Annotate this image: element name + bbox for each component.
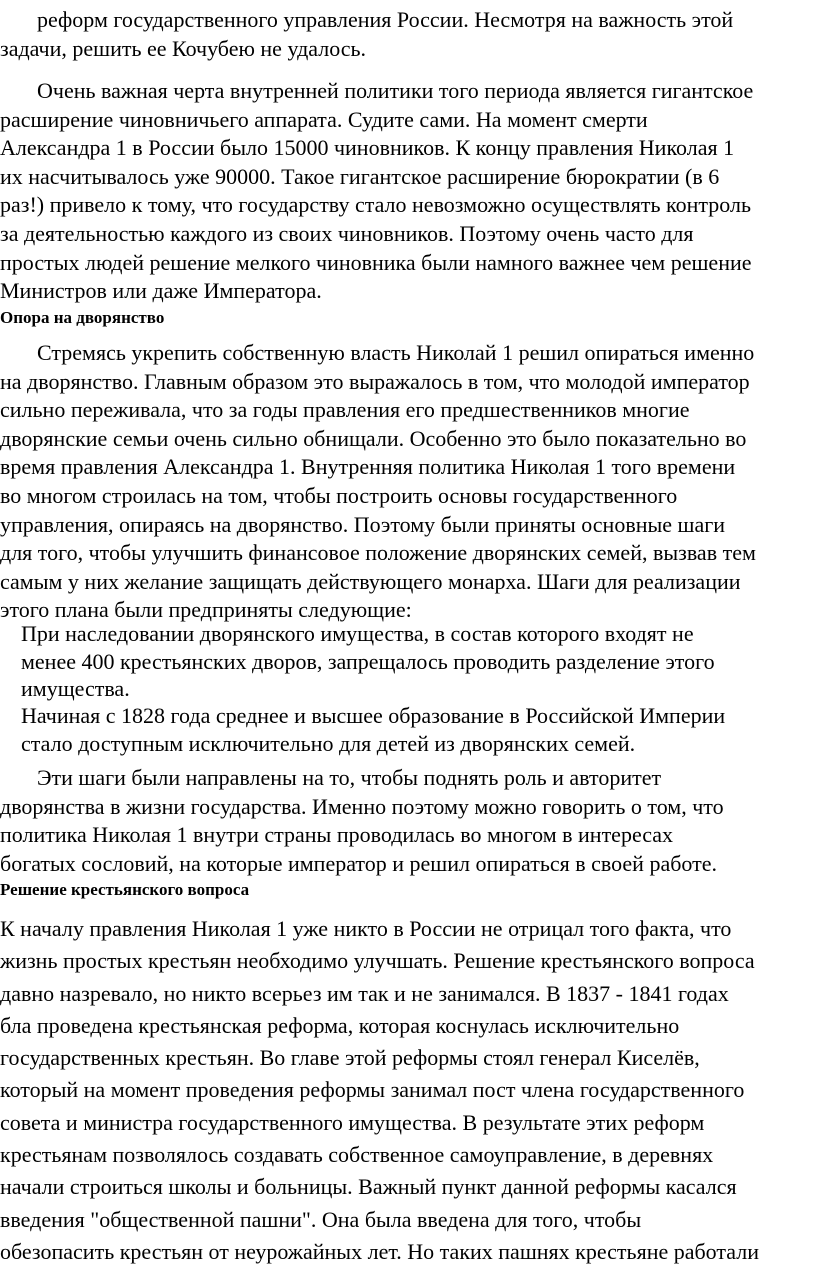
section-heading: Опора на дворянство: [0, 308, 165, 327]
text-line: за деятельностью каждого из своих чиновников. Поэтому очень часто для: [0, 220, 694, 246]
text-line: давно назревало, но никто всерьез им так и не занимался. В 1837 - 1841 годах: [0, 980, 729, 1006]
text-line: их насчитывалось уже 90000. Такое гигантское расширение бюрократии (в 6: [0, 163, 720, 189]
text-line: расширение чиновничьего аппарата. Судите сами. На момент смерти: [0, 106, 648, 132]
text-line: на дворянство. Главным образом это выражалось в том, что молодой император: [0, 368, 750, 394]
text-line: сильно переживала, что за годы правления его предшественников многие: [0, 397, 690, 423]
text-line: Александра 1 в России было 15000 чиновников. К концу правления Николая 1: [0, 135, 735, 161]
text-line: государственных крестьян. Во главе этой реформы стоял генерал Киселёв,: [0, 1045, 700, 1071]
list-item: [21, 702, 725, 757]
text-line: Стремясь укрепить собственную власть Николай 1 решил опираться именно: [37, 340, 755, 365]
text-line: введения "общественной пашни". Она была введена для того, чтобы: [0, 1206, 642, 1232]
paragraph-3: [0, 339, 816, 625]
text-line: имущества.: [21, 676, 130, 701]
text-line: совета и министра государственного имущества. В результате этих реформ: [0, 1109, 705, 1135]
text-line: богатых сословий, на которые император и решил опираться в своей работе.: [0, 850, 717, 876]
text-line: самым у них желание защищать действующего монарха. Шаги для реализации: [0, 568, 741, 594]
text-line: Очень важная черта внутренней политики того периода является гигантское: [37, 78, 754, 103]
text-line: задачи, решить ее Кочубею не удалось.: [0, 35, 367, 61]
text-line: К началу правления Николая 1 уже никто в России не отрицал того факта, что: [0, 916, 732, 941]
text-line: Начиная с 1828 года среднее и высшее образование в Российской Империи: [21, 703, 726, 728]
list-item: [21, 620, 715, 703]
text-line: Министров или даже Императора.: [0, 278, 322, 304]
paragraph-5: [0, 913, 816, 1268]
text-line: который на момент проведения реформы занимал пост члена государственного: [0, 1077, 745, 1103]
text-line: этого плана были предприняты следующие:: [0, 597, 412, 623]
text-line: обезопасить крестьян от неурожайных лет. Но таких пашнях крестьяне работали: [0, 1238, 759, 1264]
text-line: жизнь простых крестьян необходимо улучшать. Решение крестьянского вопроса: [0, 948, 755, 974]
text-line: дворянские семьи очень сильно обнищали. Особенно это было показательно во: [0, 425, 747, 451]
text-line: бла проведена крестьянская реформа, которая коснулась исключительно: [0, 1012, 680, 1038]
text-line: менее 400 крестьянских дворов, запрещалось проводить разделение этого: [21, 648, 715, 674]
text-line: Эти шаги были направлены на то, чтобы поднять роль и авторитет: [37, 765, 662, 790]
text-line: крестьянам позволялось создавать собственное самоуправление, в деревнях: [0, 1142, 714, 1168]
text-line: время правления Александра 1. Внутренняя политика Николая 1 того времени: [0, 454, 736, 480]
text-line: начали строиться школы и больницы. Важный пункт данной реформы касался: [0, 1174, 737, 1200]
text-line: При наследовании дворянского имущества, в состав которого входят не: [21, 621, 694, 646]
text-line: управления, опираясь на дворянство. Поэтому были приняты основные шаги: [0, 511, 726, 537]
text-line: для того, чтобы улучшить финансовое положение дворянских семей, вызвав тем: [0, 540, 756, 566]
text-line: политика Николая 1 внутри страны проводилась во многом в интересах: [0, 822, 674, 848]
text-line: стало доступным исключительно для детей из дворянских семей.: [21, 730, 636, 756]
text-line: во многом строилась на том, чтобы построить основы государственного: [0, 482, 678, 508]
text-line: простых людей решение мелкого чиновника были намного важнее чем решение: [0, 249, 752, 275]
paragraph-1: [0, 6, 816, 63]
paragraph-2: [0, 77, 816, 306]
text-line: дворянства в жизни государства. Именно поэтому можно говорить о том, что: [0, 793, 724, 819]
text-line: реформ государственного управления России. Несмотря на важность этой: [37, 7, 734, 32]
text-line: раз!) привело к тому, что государству стало невозможно осуществлять контроль: [0, 192, 751, 218]
paragraph-4: [0, 764, 816, 878]
section-heading: Решение крестьянского вопроса: [0, 880, 250, 899]
